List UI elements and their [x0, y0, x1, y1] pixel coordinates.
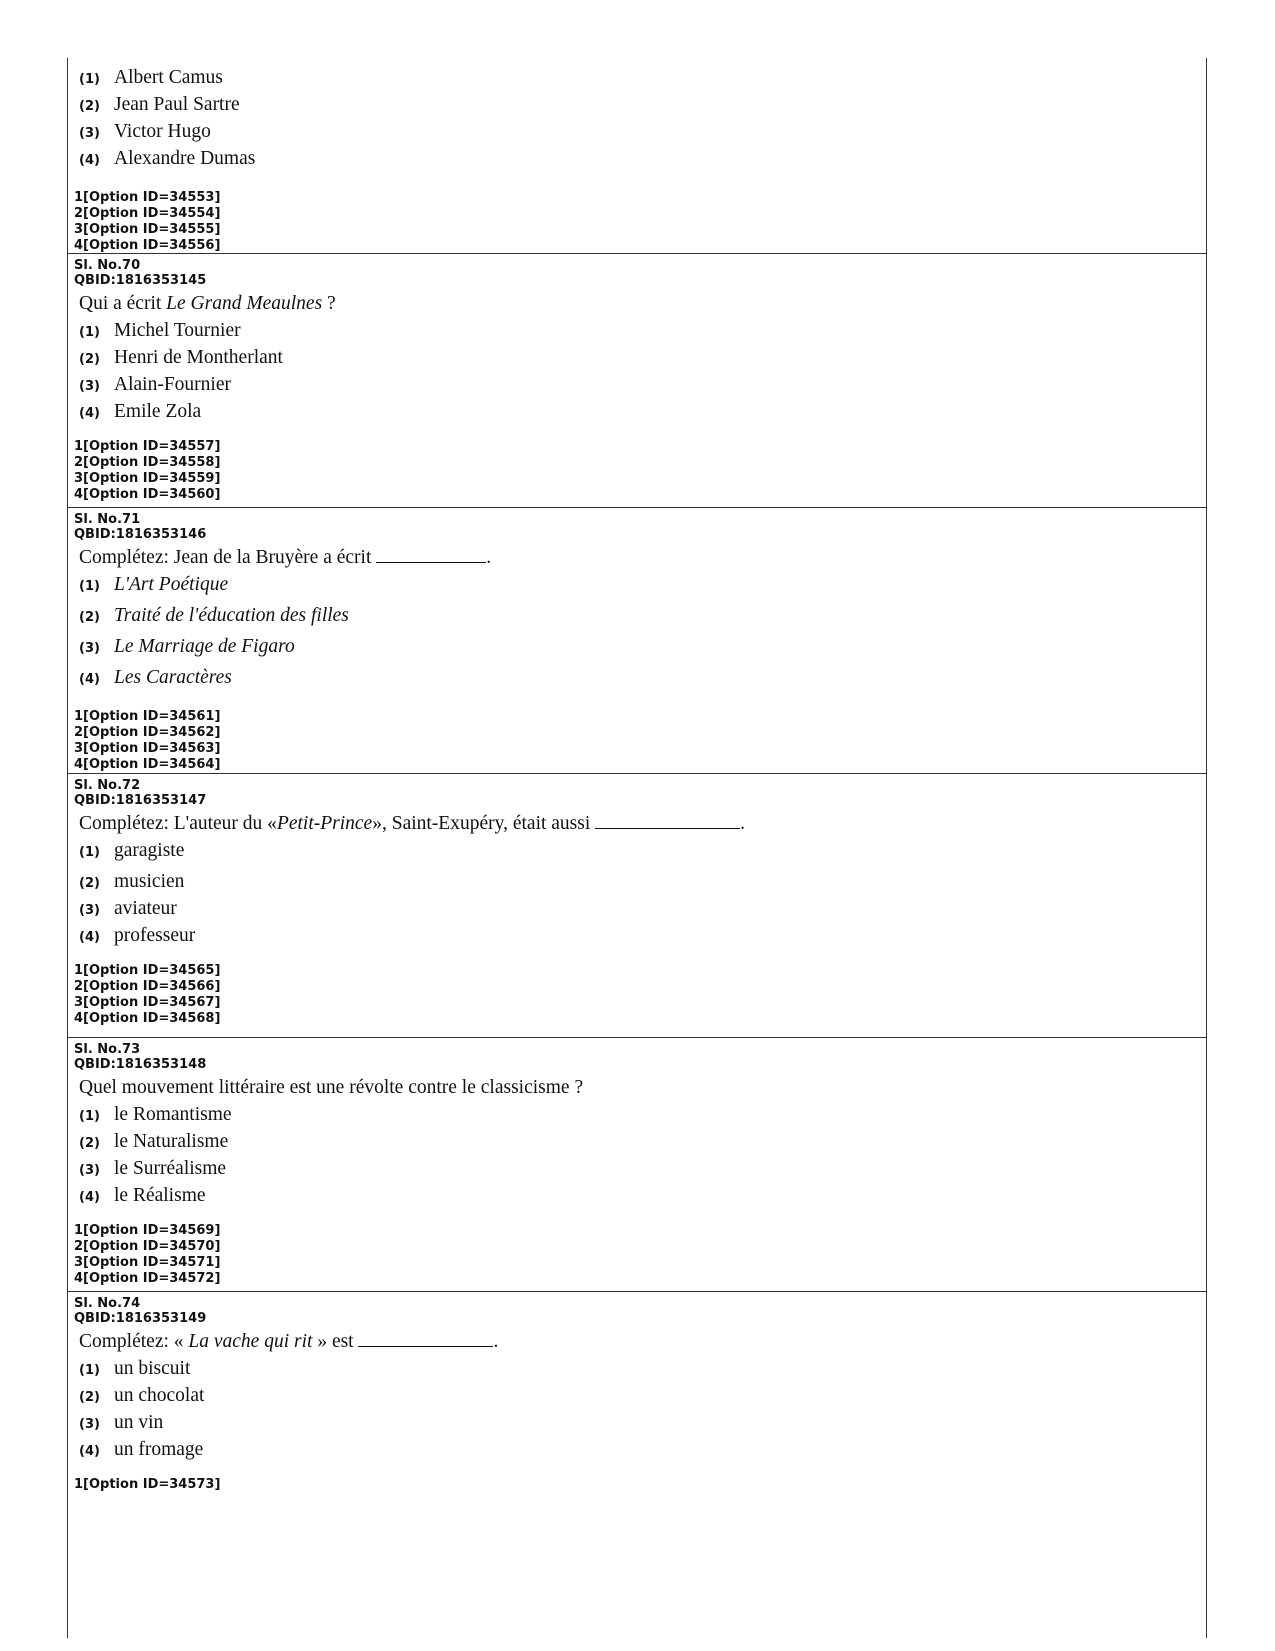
- question-block-74: [68, 1292, 1206, 1498]
- option-ids: [74, 1477, 1206, 1493]
- option-text: un chocolat: [114, 1385, 205, 1406]
- option-3: [79, 373, 1206, 400]
- option-id: 1[Option ID=34557]: [74, 439, 221, 454]
- option-number: (4): [79, 930, 100, 945]
- option-number: (2): [79, 1390, 100, 1405]
- option-number: (3): [79, 126, 100, 141]
- question-block-72: [68, 774, 1206, 1038]
- option-text: un biscuit: [114, 1358, 191, 1379]
- option-1: [79, 839, 1206, 870]
- option-text: L'Art Poétique: [114, 574, 229, 595]
- qbid: QBID:1816353148: [74, 1057, 207, 1072]
- option-number: (3): [79, 379, 100, 394]
- question-text: Complétez: Jean de la Bruyère a écrit .: [79, 547, 492, 568]
- serial-number: Sl. No.70: [74, 258, 141, 273]
- option-text: Alexandre Dumas: [114, 148, 256, 169]
- serial-number: Sl. No.72: [74, 778, 141, 793]
- option-number: (2): [79, 1136, 100, 1151]
- option-4: [79, 666, 1206, 697]
- option-1: [79, 1357, 1206, 1384]
- option-number: (3): [79, 1417, 100, 1432]
- option-number: (2): [79, 99, 100, 114]
- serial-number: Sl. No.71: [74, 512, 141, 527]
- option-number: (4): [79, 1190, 100, 1205]
- option-text: professeur: [114, 925, 196, 946]
- option-number: (1): [79, 1363, 100, 1378]
- option-text: Albert Camus: [114, 67, 223, 88]
- option-2: [79, 870, 1206, 897]
- option-id: 4[Option ID=34556]: [74, 238, 221, 253]
- option-id: 1[Option ID=34565]: [74, 963, 221, 978]
- option-text: aviateur: [114, 898, 177, 919]
- question-text: Complétez: « La vache qui rit » est .: [79, 1331, 499, 1352]
- option-4: [79, 1184, 1206, 1211]
- option-number: (2): [79, 610, 100, 625]
- option-id: 2[Option ID=34558]: [74, 455, 221, 470]
- option-number: (4): [79, 1444, 100, 1459]
- qbid: QBID:1816353149: [74, 1311, 207, 1326]
- option-number: (3): [79, 903, 100, 918]
- option-4: [79, 400, 1206, 427]
- option-3: [79, 635, 1206, 666]
- answer-blank: [376, 546, 486, 563]
- option-text: Jean Paul Sartre: [114, 94, 240, 115]
- option-ids: [74, 439, 1206, 503]
- question-paper-page: [67, 58, 1207, 1638]
- option-1: [79, 1103, 1206, 1130]
- question-text: Complétez: L'auteur du «Petit-Prince», Saint-Exupéry, était aussi .: [79, 813, 746, 834]
- question-block-71: [68, 508, 1206, 774]
- option-id: 1[Option ID=34569]: [74, 1223, 221, 1238]
- option-id: 4[Option ID=34560]: [74, 487, 221, 502]
- option-2: [79, 1384, 1206, 1411]
- option-2: [79, 1130, 1206, 1157]
- qbid: QBID:1816353146: [74, 527, 207, 542]
- option-4: [79, 924, 1206, 951]
- option-id: 3[Option ID=34563]: [74, 741, 221, 756]
- option-number: (1): [79, 72, 100, 87]
- question-text: Quel mouvement littéraire est une révolte contre le classicisme ?: [79, 1077, 584, 1098]
- option-text: Le Marriage de Figaro: [114, 636, 295, 657]
- option-1: [79, 66, 1206, 93]
- option-ids: [74, 709, 1206, 773]
- option-1: [79, 573, 1206, 604]
- option-text: le Naturalisme: [114, 1131, 229, 1152]
- option-id: 3[Option ID=34555]: [74, 222, 221, 237]
- answer-blank: [358, 1330, 493, 1347]
- option-id: 4[Option ID=34572]: [74, 1271, 221, 1286]
- option-text: Michel Tournier: [114, 320, 241, 341]
- option-number: (4): [79, 153, 100, 168]
- option-text: garagiste: [114, 840, 185, 861]
- option-4: [79, 1438, 1206, 1465]
- option-text: Les Caractères: [114, 667, 232, 688]
- option-text: Henri de Montherlant: [114, 347, 283, 368]
- book-title: Le Grand Meaulnes: [166, 293, 323, 314]
- option-number: (3): [79, 1163, 100, 1178]
- option-id: 4[Option ID=34564]: [74, 757, 221, 772]
- option-number: (2): [79, 876, 100, 891]
- option-number: (4): [79, 406, 100, 421]
- question-block-70: [68, 254, 1206, 508]
- option-number: (1): [79, 845, 100, 860]
- option-number: (1): [79, 579, 100, 594]
- option-id: 2[Option ID=34570]: [74, 1239, 221, 1254]
- option-number: (4): [79, 672, 100, 687]
- option-text: Alain-Fournier: [114, 374, 231, 395]
- answer-blank: [595, 812, 740, 829]
- option-2: [79, 93, 1206, 120]
- option-4: [79, 147, 1206, 178]
- option-number: (3): [79, 641, 100, 656]
- option-text: un fromage: [114, 1439, 204, 1460]
- serial-number: Sl. No.74: [74, 1296, 141, 1311]
- option-text: Victor Hugo: [114, 121, 211, 142]
- option-3: [79, 1157, 1206, 1184]
- qbid: QBID:1816353147: [74, 793, 207, 808]
- question-block-73: [68, 1038, 1206, 1292]
- option-id: 1[Option ID=34573]: [74, 1477, 221, 1492]
- option-ids: [74, 1223, 1206, 1287]
- option-text: un vin: [114, 1412, 164, 1433]
- question-block-69-continued: [68, 58, 1206, 254]
- option-2: [79, 604, 1206, 635]
- option-3: [79, 120, 1206, 147]
- option-number: (1): [79, 1109, 100, 1124]
- option-1: [79, 319, 1206, 346]
- option-text: le Réalisme: [114, 1185, 206, 1206]
- option-ids: [74, 963, 1206, 1027]
- option-id: 3[Option ID=34559]: [74, 471, 221, 486]
- option-number: (2): [79, 352, 100, 367]
- qbid: QBID:1816353145: [74, 273, 207, 288]
- option-2: [79, 346, 1206, 373]
- option-id: 3[Option ID=34567]: [74, 995, 221, 1010]
- question-text: Qui a écrit Le Grand Meaulnes ?: [79, 293, 336, 314]
- option-id: 4[Option ID=34568]: [74, 1011, 221, 1026]
- option-id: 1[Option ID=34553]: [74, 190, 221, 205]
- option-text: Traité de l'éducation des filles: [114, 605, 349, 626]
- option-id: 2[Option ID=34562]: [74, 725, 221, 740]
- option-number: (1): [79, 325, 100, 340]
- option-text: musicien: [114, 871, 185, 892]
- option-3: [79, 897, 1206, 924]
- option-id: 2[Option ID=34566]: [74, 979, 221, 994]
- serial-number: Sl. No.73: [74, 1042, 141, 1057]
- option-ids: [74, 190, 1206, 254]
- option-id: 1[Option ID=34561]: [74, 709, 221, 724]
- option-text: le Surréalisme: [114, 1158, 227, 1179]
- option-id: 2[Option ID=34554]: [74, 206, 221, 221]
- book-title: Petit-Prince: [276, 813, 373, 834]
- option-3: [79, 1411, 1206, 1438]
- product-name: La vache qui rit: [188, 1331, 313, 1352]
- option-text: le Romantisme: [114, 1104, 232, 1125]
- option-text: Emile Zola: [114, 401, 202, 422]
- option-id: 3[Option ID=34571]: [74, 1255, 221, 1270]
